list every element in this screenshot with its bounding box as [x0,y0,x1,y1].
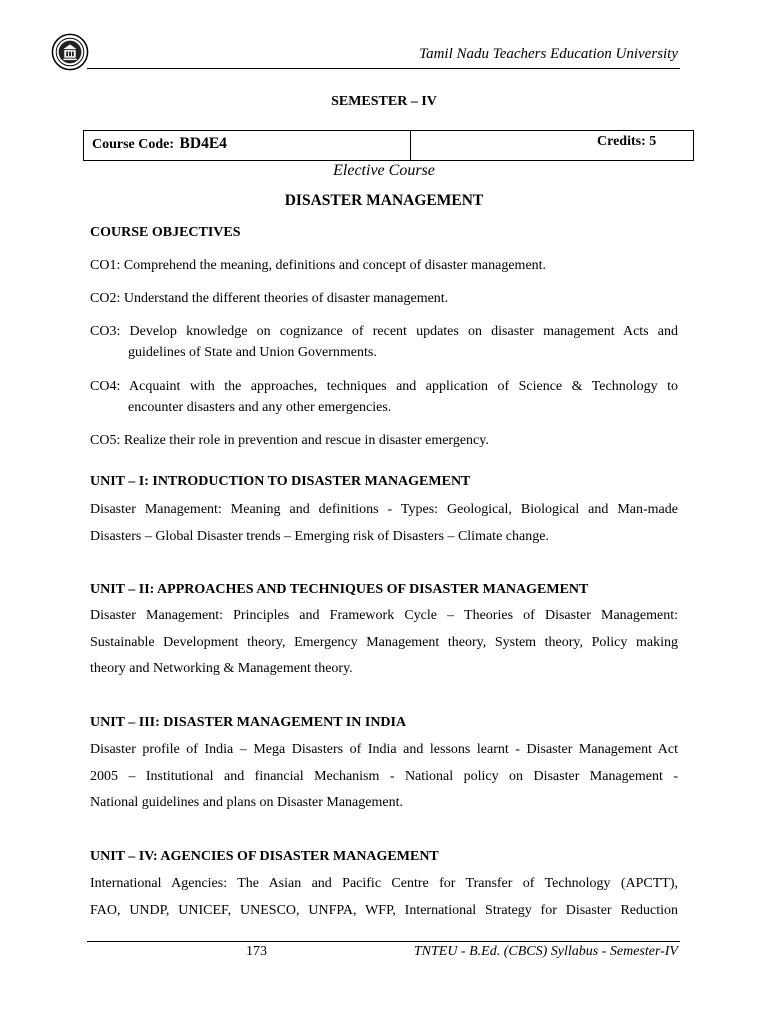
unit-1-line2: Disasters – Global Disaster trends – Emerging risk of Disasters – Climate change. [90,528,549,544]
course-type: Elective Course [333,162,435,179]
unit-3-line2: 2005 – Institutional and financial Mechanism - National policy on Disaster Management - [90,768,678,784]
unit-3-line1: Disaster profile of India – Mega Disasters of India and lessons learnt - Disaster Management Act [90,742,678,757]
unit-4-body [90,871,678,924]
unit-1-line1: Disaster Management: Meaning and definitions - Types: Geological, Biological and Man-made [90,502,678,517]
objective-co2: CO2: Understand the different theories of disaster management. [90,291,449,306]
unit-2-heading: UNIT – II: APPROACHES AND TECHNIQUES OF DISASTER MANAGEMENT [90,582,589,597]
unit-2-line2: Sustainable Development theory, Emergency Management theory, System theory, Policy making [90,634,678,650]
course-title: DISASTER MANAGEMENT [284,192,484,209]
unit-3-heading: UNIT – III: DISASTER MANAGEMENT IN INDIA [90,715,407,730]
objective-co4 [90,376,678,418]
unit-1-body [90,497,678,550]
objective-co1: CO1: Comprehend the meaning, definitions and concept of disaster management. [90,258,547,273]
header-rule [87,68,680,69]
table-divider [410,131,411,160]
course-code-value: BD4E4 [179,135,227,152]
unit-4-line1: International Agencies: The Asian and Pacific Centre for Transfer of Technology (APCTT), [90,876,678,891]
unit-2-body [90,603,678,683]
unit-4-line2: FAO, UNDP, UNICEF, UNESCO, UNFPA, WFP, International Strategy for Disaster Reduction [90,902,678,918]
unit-3-line3: National guidelines and plans on Disaster Management. [90,795,403,811]
page-number: 173 [246,944,267,959]
unit-2-line3: theory and Networking & Management theory. [90,661,353,677]
objective-co3 [90,321,678,363]
objectives-heading: COURSE OBJECTIVES [90,225,241,240]
objective-co3-line2: guidelines of State and Union Governments. [128,345,377,360]
objective-co4-line1: CO4: Acquaint with the approaches, techniques and application of Science & Technology to [90,379,678,394]
university-name: Tamil Nadu Teachers Education University [419,46,678,62]
unit-1-heading: UNIT – I: INTRODUCTION TO DISASTER MANAGEMENT [90,474,471,489]
course-code-cell [92,135,227,153]
unit-4-heading: UNIT – IV: AGENCIES OF DISASTER MANAGEMENT [90,849,439,864]
course-code-label: Course Code: [92,137,175,152]
objective-co4-line2: encounter disasters and any other emergencies. [128,400,392,415]
footer-rule [87,941,680,942]
semester-title: SEMESTER – IV [331,94,437,109]
objective-co5: CO5: Realize their role in prevention and rescue in disaster emergency. [90,433,489,448]
course-code-table [83,130,694,161]
footer-doc-title: TNTEU - B.Ed. (CBCS) Syllabus - Semester-IV [413,944,678,959]
university-logo-icon [51,33,89,71]
unit-2-line1: Disaster Management: Principles and Framework Cycle – Theories of Disaster Management: [90,608,678,623]
unit-3-body [90,737,678,817]
credits-label: Credits: 5 [597,134,657,149]
objective-co3-line1: CO3: Develop knowledge on cognizance of recent updates on disaster management Acts and [90,324,678,339]
